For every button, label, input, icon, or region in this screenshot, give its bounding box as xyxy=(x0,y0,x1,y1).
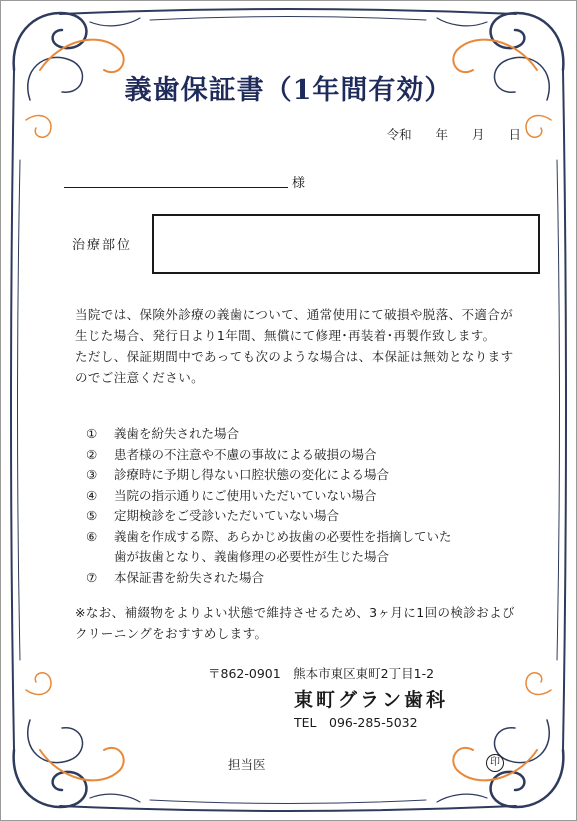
item-text: 義歯を紛失された場合 xyxy=(114,426,240,441)
list-item xyxy=(86,527,516,568)
clinic-address: 〒862-0901 熊本市東区東町2丁目1-2 xyxy=(208,666,435,681)
item-text: 本保証書を紛失された場合 xyxy=(114,569,265,585)
item-number: ② xyxy=(86,446,98,462)
issue-date-line: 令和 年 月 日 xyxy=(386,127,521,142)
list-item xyxy=(86,465,516,486)
item-text: 義歯を作成する際、あらかじめ抜歯の必要性を指摘していた 歯が抜歯となり、義歯修理の必要性が生じた場合 xyxy=(114,528,452,564)
list-item xyxy=(86,424,516,445)
guarantee-body xyxy=(75,304,525,388)
item-number: ④ xyxy=(86,487,98,503)
treatment-site-box[interactable] xyxy=(152,214,540,274)
seal-mark[interactable]: 印 xyxy=(486,754,504,772)
item-number: ① xyxy=(86,426,98,441)
patient-name-line[interactable] xyxy=(64,187,288,188)
document-title: 義歯保証書（1年間有効） xyxy=(124,75,453,106)
list-item xyxy=(86,568,516,589)
guarantee-paragraph: 当院では、保険外診療の義歯について、通常使用にて破損や脱落、不適合が生じた場合、発行日より1年間、無償にて修理･再装着･再製作致します。 xyxy=(75,307,514,343)
item-number: ⑤ xyxy=(86,508,98,523)
doctor-in-charge-label: 担当医 xyxy=(228,757,266,772)
list-item xyxy=(86,445,516,466)
exception-paragraph: ただし、保証期間中であっても次のような場合は、本保証は無効となりますのでご注意ください。 xyxy=(75,349,514,385)
item-text: 当院の指示通りにご使用いただいていない場合 xyxy=(114,487,377,503)
clinic-name: 東町グラン歯科 xyxy=(294,689,449,711)
treatment-site-label: 治療部位 xyxy=(72,238,133,253)
item-text: 診療時に予期し得ない口腔状態の変化による場合 xyxy=(114,467,390,482)
item-number: ⑦ xyxy=(86,569,98,585)
exception-conditions-list xyxy=(86,424,516,588)
clinic-phone: TEL 096-285-5032 xyxy=(294,715,418,730)
item-number: ③ xyxy=(86,467,98,482)
item-text: 定期検診をご受診いただいていない場合 xyxy=(114,508,340,523)
item-text: 患者様の不注意や不慮の事故による破損の場合 xyxy=(114,446,377,462)
honorific-label: 様 xyxy=(292,176,306,191)
maintenance-note: ※なお、補綴物をよりよい状態で維持させるため、3ヶ月に1回の検診およびクリーニングをおすすめします。 xyxy=(75,605,515,641)
list-item xyxy=(86,486,516,507)
item-number: ⑥ xyxy=(86,528,98,544)
list-item xyxy=(86,506,516,527)
